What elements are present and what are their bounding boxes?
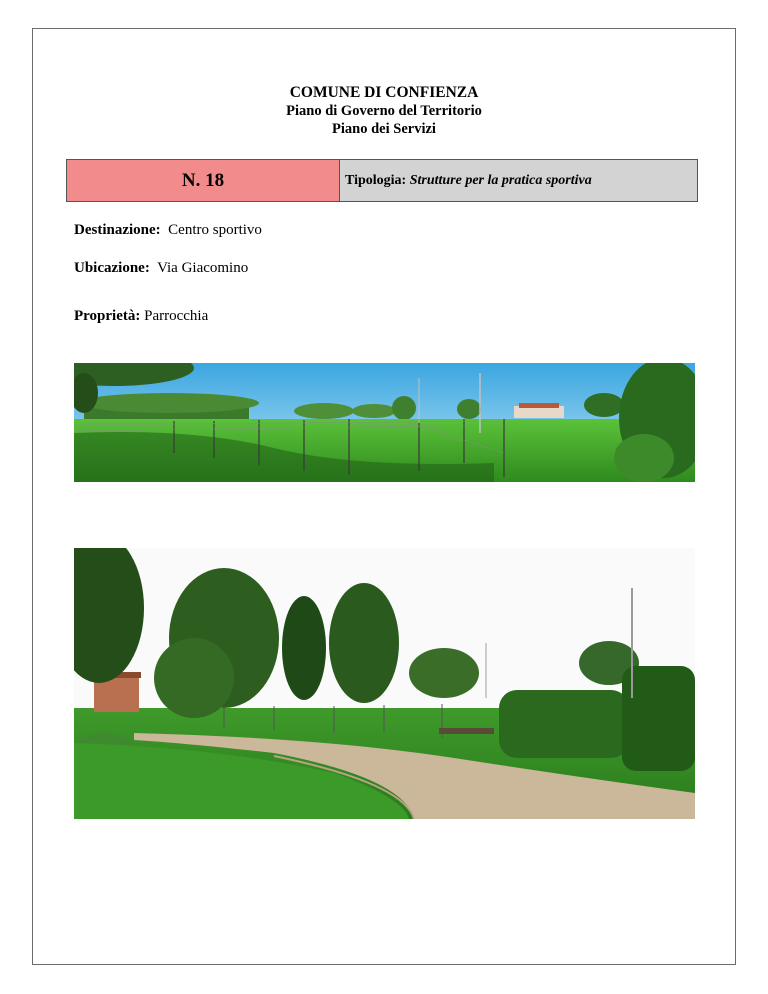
document-header xyxy=(0,84,768,138)
proprieta-label: Proprietà: xyxy=(74,308,141,324)
sports-field-image xyxy=(74,363,695,482)
destinazione-value: Centro sportivo xyxy=(168,222,262,238)
header-municipality: COMUNE DI CONFIENZA xyxy=(289,84,479,101)
photo-sports-field-panorama xyxy=(74,363,695,482)
field-destinazione xyxy=(74,222,262,239)
field-ubicazione xyxy=(74,260,248,277)
header-plan: Piano di Governo del Territorio xyxy=(286,103,482,119)
destinazione-label: Destinazione: xyxy=(74,222,161,238)
id-table xyxy=(66,159,698,202)
photo-sports-center-path xyxy=(74,548,695,819)
tipologia-value: Strutture per la pratica sportiva xyxy=(409,172,592,188)
record-number xyxy=(67,160,340,201)
ubicazione-label: Ubicazione: xyxy=(74,260,150,276)
record-number-text: N. 18 xyxy=(181,169,225,191)
proprieta-value: Parrocchia xyxy=(144,308,209,324)
tipologia-cell xyxy=(340,160,697,201)
ubicazione-value: Via Giacomino xyxy=(157,260,249,276)
sports-center-path-image xyxy=(74,548,695,819)
header-section: Piano dei Servizi xyxy=(332,121,436,137)
field-proprieta xyxy=(74,308,208,325)
tipologia-label: Tipologia: xyxy=(345,172,407,188)
